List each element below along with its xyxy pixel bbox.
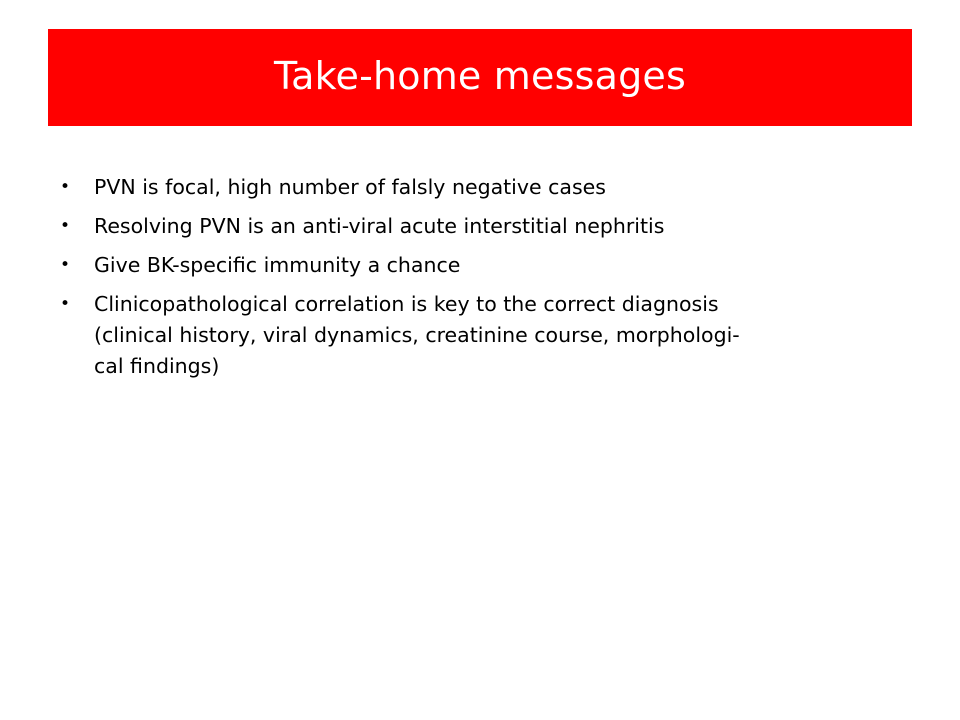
title-bar: [48, 29, 912, 126]
bullet-icon: •: [60, 216, 71, 236]
bullet-icon: •: [60, 177, 71, 197]
bullet-icon: •: [60, 255, 71, 275]
bullet-item: [60, 172, 920, 203]
bullet-text: Resolving PVN is an anti-viral acute interstitial nephritis: [94, 214, 665, 238]
bullet-item: [60, 211, 920, 242]
bullet-item: [60, 289, 920, 382]
slide-title: Take-home messages: [274, 53, 686, 98]
bullet-item: [60, 250, 920, 281]
bullet-text: PVN is focal, high number of falsly negative cases: [94, 175, 606, 199]
bullet-text: Clinicopathological correlation is key to the correct diagnosis (clinical history, viral dynamics, creatinine course, morphologi- cal findings): [94, 292, 740, 378]
bullet-list: [60, 172, 920, 390]
bullet-text: Give BK-specific immunity a chance: [94, 253, 461, 277]
bullet-icon: •: [60, 294, 71, 314]
